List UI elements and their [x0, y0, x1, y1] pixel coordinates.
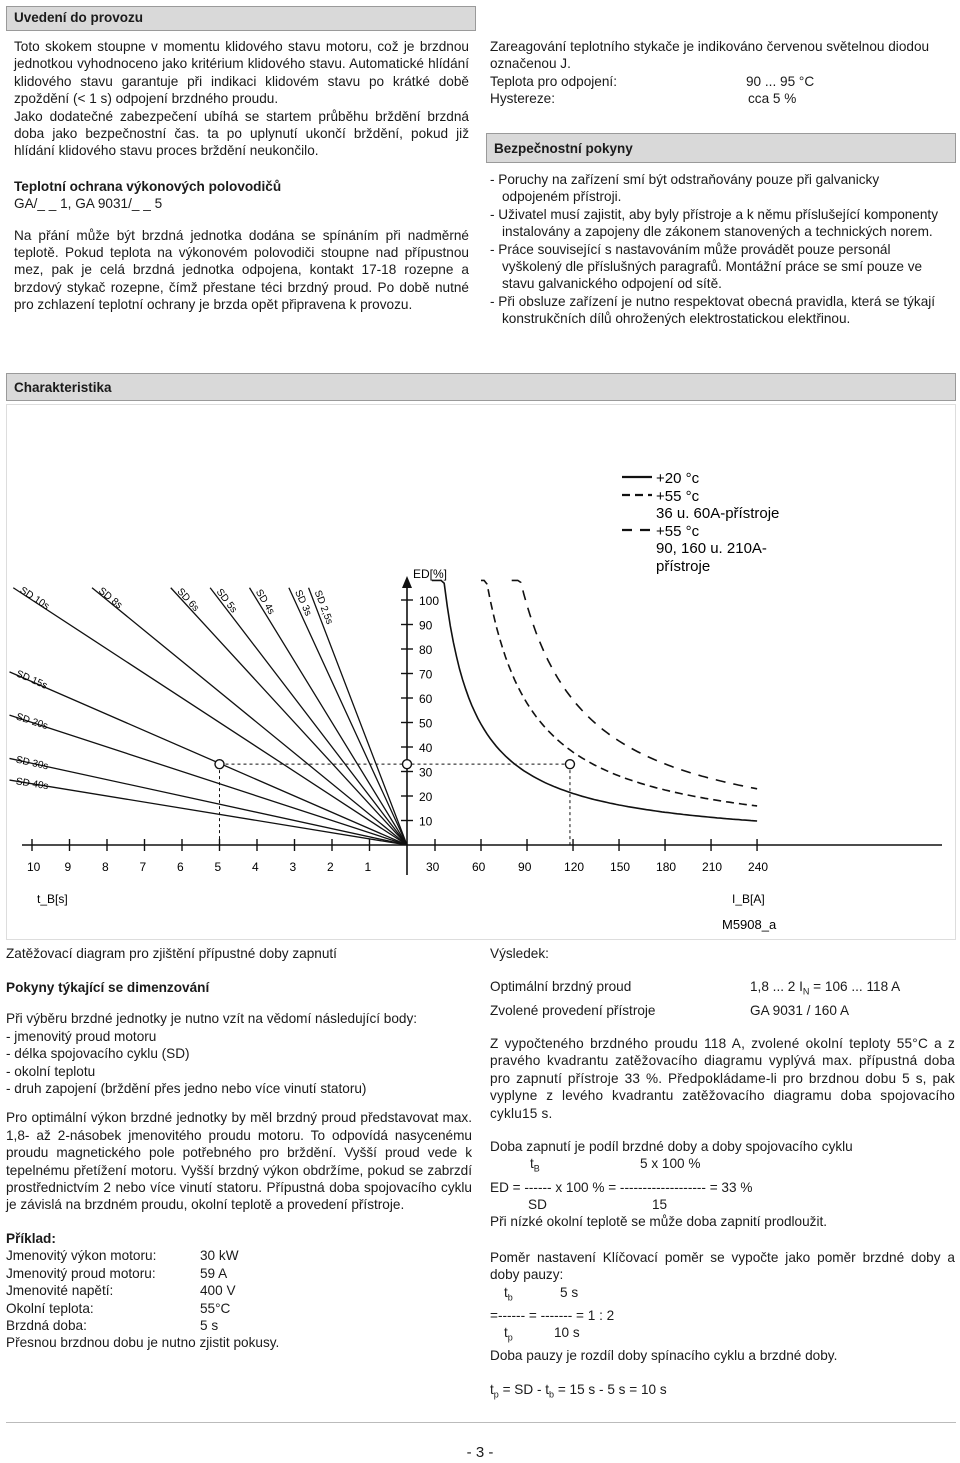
x-right-axis-label: I_B[A] — [732, 892, 765, 906]
y-tick-label: 20 — [419, 790, 433, 804]
list-item: - Při obsluze zařízení je nutno respektovat obecná pravidla, která se týkají konstrukčních dílů ohrožených elektrostatickou elektřinou. — [490, 293, 936, 327]
x-right-tick-label: 90 — [518, 860, 532, 874]
series-label: SD 15s — [14, 668, 49, 692]
formula-numerator: $t_B$ 5 x 100 % — [530, 1156, 701, 1175]
paragraph: Jako dodatečné zabezpečení ubíhá se startem průběhu brždění brzdná doba jako bezpečnostní čas. ta po uplynutí ukončí brždění, pokud již hlídání klidového stavu proces brždění neukončilo. — [14, 108, 469, 159]
section-header-commissioning — [6, 6, 476, 31]
result-value: GA 9031 / 160 A — [750, 1002, 850, 1018]
example-row — [6, 1265, 472, 1282]
series-label: SD 40s — [15, 776, 50, 793]
x-left-tick-label: 2 — [327, 860, 334, 874]
hysteresis-value: cca 5 % — [748, 91, 797, 107]
y-tick-label: 30 — [419, 765, 433, 780]
example-row — [6, 1300, 472, 1317]
y-tick-label: 40 — [419, 741, 433, 755]
paragraph: Poměr nastavení Klíčovací poměr se vypočte jako poměr brzdné doby a doby pauzy: — [490, 1249, 955, 1283]
paragraph: Doba zapnutí je podíl brzdné doby a doby spojovacího cyklu — [490, 1138, 853, 1154]
y-tick-label: 60 — [419, 692, 433, 706]
series-label: SD 2,5s — [311, 588, 335, 627]
x-right-tick-label: 30 — [426, 860, 440, 874]
section-title: Charakteristika — [14, 380, 112, 395]
curve-20c — [432, 580, 757, 821]
temp-row — [490, 73, 950, 90]
subheading: Teplotní ochrana výkonových polovodičů — [14, 178, 282, 194]
paragraph: Zareagování teplotního stykače je indikováno červenou světelnou diodou označenou J. — [490, 39, 930, 72]
formula-denominator: $t_p$ 10 s — [504, 1325, 580, 1343]
hysteresis-label: Hystereze: — [490, 91, 555, 107]
y-tick-label: 10 — [419, 814, 433, 829]
result-label: Optimální brzdný proud — [490, 979, 632, 995]
legend-label: 36 u. 60A-přístroje — [656, 505, 780, 522]
hysteresis-row — [490, 90, 950, 107]
example-value: 400 V — [200, 1283, 236, 1299]
y-axis-arrow — [402, 576, 412, 588]
example-value: 5 s — [200, 1317, 219, 1333]
caption-text: Zatěžovací diagram pro zjištění přípustné doby zapnutí — [6, 946, 337, 961]
figure-id: M5908_a — [722, 917, 777, 932]
commissioning-text — [14, 38, 469, 314]
dimensioning-section — [6, 979, 472, 1352]
example-row — [6, 1317, 472, 1334]
formula-line: =------ = ------- = 1 : 2 — [490, 1307, 615, 1323]
list-item: - okolní teplotu — [6, 1063, 96, 1079]
series-label: SD 3s — [292, 588, 314, 618]
series-line — [309, 588, 407, 845]
x-left-axis-label: t_B[s] — [37, 892, 68, 906]
x-left-tick-label: 9 — [64, 860, 72, 874]
series-label: SD 5s — [213, 586, 240, 616]
result-value: 1,8 ... 2 $I_N = 106$ ... 118 A — [750, 979, 901, 998]
result-title: Výsledek: — [490, 946, 549, 961]
example-label: Okolní teplota: — [6, 1300, 94, 1316]
series-line — [210, 588, 407, 845]
example-value: 30 kW — [200, 1248, 239, 1264]
example-row — [6, 1282, 472, 1299]
example-value: 55°C — [200, 1300, 231, 1316]
series-line — [10, 672, 408, 845]
legend-label: +55 °c — [656, 523, 700, 540]
temp-label: Teplota pro odpojení: — [490, 73, 617, 89]
y-tick-label: 80 — [419, 643, 433, 657]
list-item: - délka spojovacího cyklu (SD) — [6, 1046, 190, 1062]
result-label: Zvolené provedení přístroje — [490, 1002, 656, 1018]
series-label: SD 10s — [17, 585, 52, 613]
section-title: Uvedení do provozu — [14, 10, 144, 25]
formula-line: ED = ------ x 100 % = ------------------- = 33 % — [490, 1179, 753, 1195]
paragraph: Při nízké okolní teplotě se může doba zapnití prodloužit. — [490, 1214, 828, 1230]
series-label: SD 8s — [96, 585, 125, 612]
footer-divider — [6, 1422, 956, 1423]
paragraph: Při výběru brzdné jednotky je nutno vzít na vědomí následující body: — [6, 1011, 418, 1027]
result-row — [490, 1002, 955, 1019]
list-item: - druh zapojení (brždění přes jedno nebo více vinutí statoru) — [6, 1081, 367, 1097]
legend-label: +55 °c — [656, 488, 700, 505]
y-tick-label: 70 — [419, 667, 433, 682]
x-right-tick-label: 210 — [702, 860, 723, 874]
example-label: Jmenovité napětí: — [6, 1283, 114, 1299]
example-note: Přesnou brzdnou dobu je nutno zjistit pokusy. — [6, 1335, 280, 1351]
example-point-left — [215, 760, 224, 769]
y-axis-label: ED[%] — [413, 567, 448, 581]
legend-label: +20 °c — [656, 470, 700, 487]
legend-label: přístroje — [656, 558, 711, 575]
x-left-tick-label: 10 — [27, 860, 41, 874]
series-label: SD 4s — [252, 587, 277, 617]
x-right-tick-label: 150 — [610, 860, 631, 874]
legend-label: 90, 160 u. 210A- — [656, 540, 767, 557]
example-point-axis — [403, 760, 412, 769]
example-label: Jmenovitý proud motoru: — [6, 1265, 156, 1281]
list-item: - Poruchy na zařízení smí být odstraňovány pouze při galvanicky odpojeném přístroji. — [490, 172, 880, 205]
load-diagram — [6, 404, 956, 940]
list-item: - Uživatel musí zajistit, aby byly přístroje a k němu příslušející komponenty instalovány a zapojeny dle zákonem stanovených a technických norem. — [490, 206, 939, 240]
section-header-characteristic — [6, 373, 956, 401]
series-line — [10, 758, 408, 845]
x-right-tick-label: 180 — [656, 860, 677, 874]
formula-pause: $t_p$ = SD - $t_b = 15$ s - 5 s = 10 s — [490, 1381, 667, 1400]
example-row — [6, 1247, 472, 1264]
section-title: Bezpečnostní pokyny — [494, 141, 633, 156]
x-right-tick-label: 240 — [748, 860, 769, 874]
load-diagram-svg — [7, 405, 955, 939]
x-left-tick-label: 5 — [214, 860, 222, 874]
formula-numerator: $t_b$ 5 s — [504, 1284, 579, 1303]
x-right-tick-label: 120 — [564, 860, 585, 874]
result-section — [490, 945, 955, 1404]
example-label: Jmenovitý výkon motoru: — [6, 1248, 157, 1264]
series-line — [10, 780, 408, 845]
curve-55c-small — [481, 580, 757, 806]
x-left-tick-label: 3 — [289, 860, 297, 874]
series-label: SD 30s — [14, 754, 50, 773]
y-tick-label: 50 — [419, 716, 433, 731]
series-line — [92, 585, 407, 845]
section-header-safety — [486, 133, 956, 163]
subheading: Pokyny týkající se dimenzování — [6, 980, 210, 995]
page-number: - 3 - — [466, 1444, 494, 1461]
paragraph: Pro optimální výkon brzdné jednotky by měl brzdný proud představovat max. 1,8- až 2-násobek jmenovitého proudu motoru. To odpovídá nasycenému proudu magnetického pole potřebného pro brždění. Vyšší proud vede k tepelnému přetížení motoru. Vyšší brzdný výkon obdržíme, pokud se zabrzdí prostřednictvím 2 nebo více vinutí statoru. Přípustná doba spojovacího cyklu je závislá na brzdném proudu, okolní teplotě a provedení přístroje. — [6, 1110, 472, 1213]
x-left-tick-label: 4 — [252, 860, 259, 874]
paragraph: Doba pauzy je rozdíl doby spínacího cyklu a brzdné doby. — [490, 1348, 838, 1364]
result-row — [490, 978, 955, 1001]
temp-value: 90 ... 95 °C — [746, 73, 815, 89]
x-left-tick-label: 8 — [102, 860, 109, 874]
formula-denominator: SD 15 — [528, 1196, 668, 1212]
chart-caption — [6, 945, 476, 962]
safety-list — [490, 171, 950, 328]
paragraph: Na přání může být brzdná jednotka dodána se spínáním při nadměrné teplotě. Pokud teplota na výkonovém polovodiči stoupne nad přípustnou mez, pak je celá brzdná jednotka odpojena, kontakt 17-18 rozepne a brzdový stykač rozepne, čímž přestane téci brzdný proud. Po době nutné pro zchlazení teplotní ochrany je brzda opět připravena k provozu. — [14, 227, 469, 313]
example-label: Brzdná doba: — [6, 1317, 87, 1333]
y-tick-label: 90 — [419, 618, 433, 633]
series-label: SD 6s — [174, 586, 202, 614]
series-label: SD 20s — [14, 711, 50, 733]
series-line — [250, 588, 408, 845]
list-item: - jmenovitý proud motoru — [6, 1028, 157, 1044]
x-left-tick-label: 6 — [177, 860, 184, 874]
x-left-tick-label: 7 — [139, 860, 147, 874]
curve-55c-large — [512, 580, 757, 788]
example-value: 59 A — [200, 1265, 228, 1281]
paragraph: Z vypočteného brzdného proudu 118 A, zvolené okolní teploty 55°C a z pravého kvadrantu zatěžovacího diagramu vyplývá max. přípustná doba pro zapnutí přístroje 33 %. Předpokládame-li pro brzdnou dobu 5 s, pak vyplyne z levého kvadrantu zatěžovacího diagramu doba spojovacího cyklu15 s. — [490, 1035, 955, 1121]
x-left-tick-label: 1 — [364, 860, 372, 874]
paragraph: Toto skokem stoupne v momentu klidového stavu motoru, což je brzdnou jednotkou vyhodnoceno jako kritérium klidového stavu. Automatické hlídání klidového stavu garantuje při indikaci klidovém stavu po krátké době zpoždění (< 1 s) odpojení brzdného proudu. — [14, 39, 469, 107]
subheading-models: GA/_ _ 1, GA 9031/_ _ 5 — [14, 196, 163, 212]
example-point-right — [565, 760, 574, 769]
y-tick-label: 100 — [419, 594, 440, 608]
x-right-tick-label: 60 — [472, 860, 486, 874]
thermal-info — [490, 38, 950, 108]
example-title: Příklad: — [6, 1230, 56, 1246]
list-item: - Práce související s nastavováním může provádět pouze personál vyškolený dle příslušných paragrafů. Montážní práce se smí pouze ve stavu galvanického odpojení od sítě. — [490, 241, 923, 292]
